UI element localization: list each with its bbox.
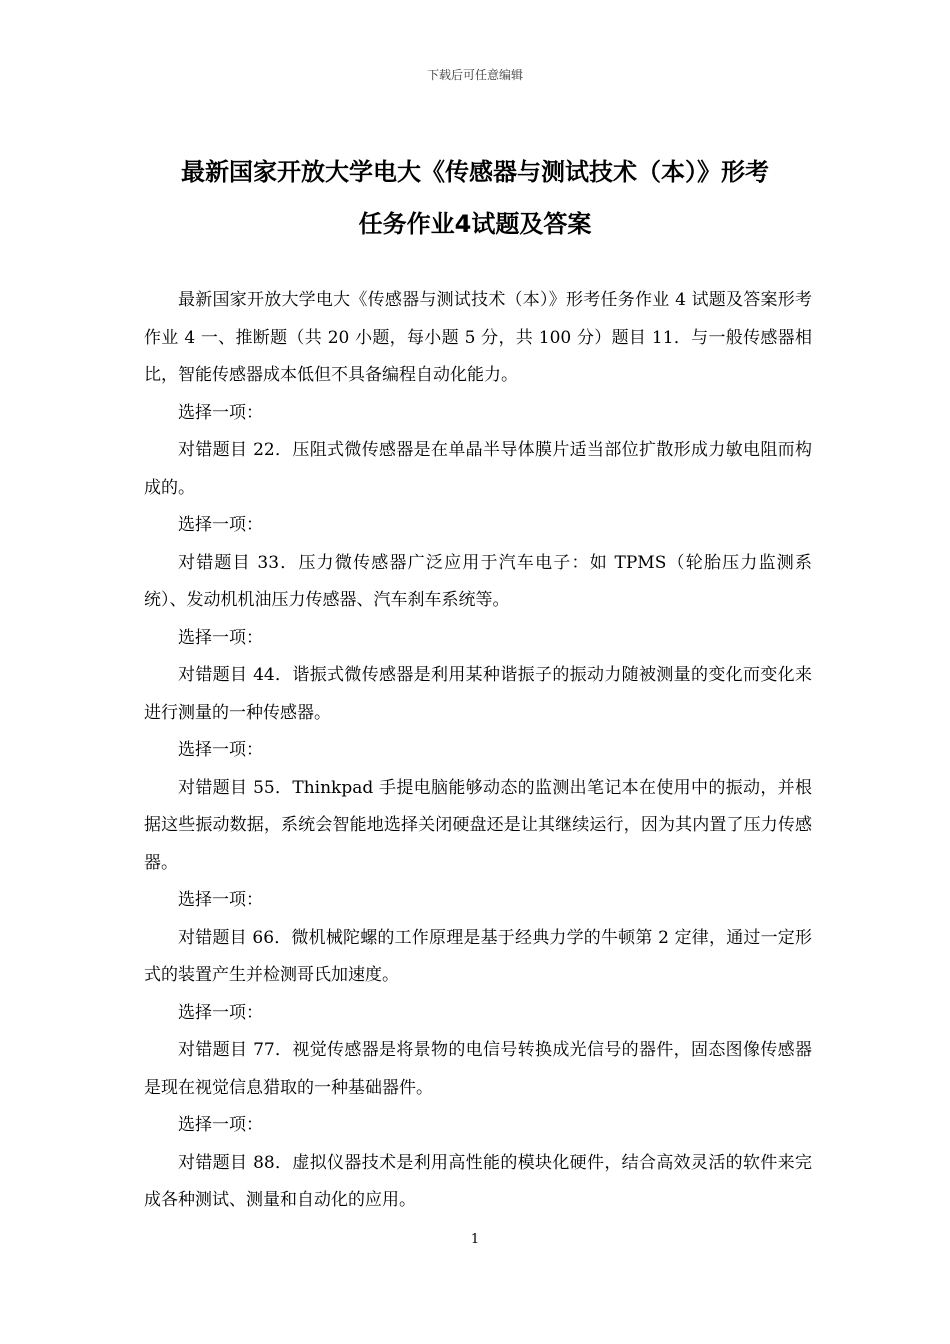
question-paragraph: 对错题目 55．Thinkpad 手提电脑能够动态的监测出笔记本在使用中的振动，并根据这些振动数据，系统会智能地选择关闭硬盘还是让其继续运行，因为其内置了压力传感器。 xyxy=(144,777,812,873)
choice-prompt: 选择一项： xyxy=(178,1002,263,1023)
question-paragraph: 对错题目 66．微机械陀螺的工作原理是基于经典力学的牛顿第 2 定律，通过一定形式的装置产生并检测哥氏加速度。 xyxy=(144,927,812,985)
intro-paragraph: 最新国家开放大学电大《传感器与测试技术（本）》形考任务作业 4 试题及答案形考作业 4 一、推断题（共 20 小题，每小题 5 分，共 100 分）题目 11．与一般传感器相比，智能传感器成本低但不具备编程自动化能力。 xyxy=(144,290,812,385)
title-line-1: 最新国家开放大学电大《传感器与测试技术（本）》形考 xyxy=(181,158,769,186)
question-paragraph: 对错题目 88．虚拟仪器技术是利用高性能的模块化硬件，结合高效灵活的软件来完成各种测试、测量和自动化的应用。 xyxy=(144,1152,812,1210)
question-paragraph: 对错题目 77．视觉传感器是将景物的电信号转换成光信号的器件，固态图像传感器是现在视觉信息猎取的一种基础器件。 xyxy=(144,1040,812,1098)
choice-prompt: 选择一项： xyxy=(178,402,263,423)
page-number: 1 xyxy=(470,1232,480,1247)
title-line-2: 任务作业4试题及答案 xyxy=(358,210,592,238)
question-paragraph: 对错题目 33．压力微传感器广泛应用于汽车电子：如 TPMS（轮胎压力监测系统）、发动机机油压力传感器、汽车刹车系统等。 xyxy=(144,552,812,610)
question-paragraph: 对错题目 44．谐振式微传感器是利用某种谐振子的振动力随被测量的变化而变化来进行测量的一种传感器。 xyxy=(144,665,812,723)
document-title xyxy=(100,146,850,250)
choice-prompt: 选择一项： xyxy=(178,890,263,910)
document-body xyxy=(144,282,812,1220)
choice-prompt: 选择一项： xyxy=(178,740,263,760)
page-header: 下载后可任意编辑 xyxy=(426,68,523,82)
choice-prompt: 选择一项： xyxy=(178,1115,263,1135)
question-paragraph: 对错题目 22．压阻式微传感器是在单晶半导体膜片适当部位扩散形成力敏电阻而构成的。 xyxy=(144,440,812,498)
choice-prompt: 选择一项： xyxy=(178,515,263,535)
choice-prompt: 选择一项： xyxy=(178,627,263,648)
